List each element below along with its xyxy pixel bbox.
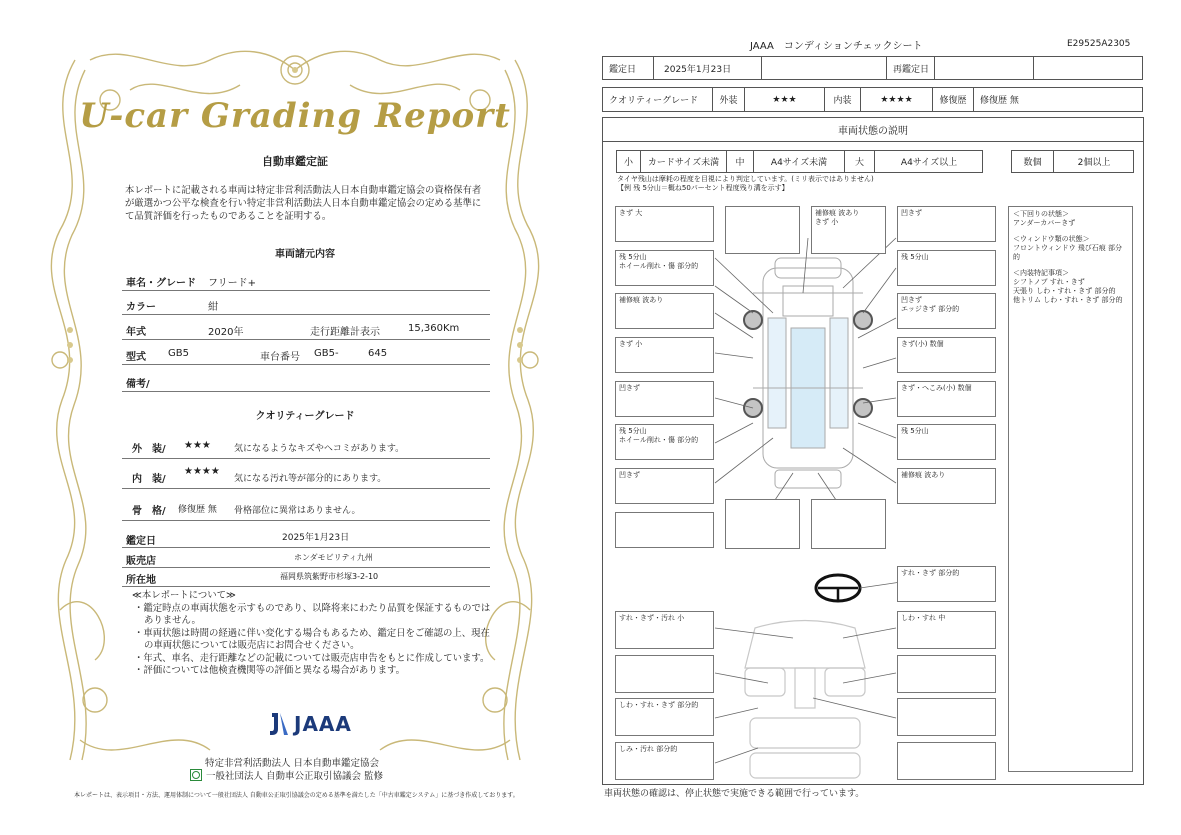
interior-damage-box: [897, 698, 996, 736]
intro-text: 本レポートに記載される車両は特定非営利活動法人日本自動車鑑定協会の資格保有者が厳選かつ公平な検査を行い特定非営利活動法人日本自動車鑑定協会の定める基準にて品質評価を行ったものであることを証明する。: [125, 185, 482, 222]
document-id: E29525A2305: [1067, 39, 1131, 49]
name-row: [122, 267, 490, 291]
window-title: ＜ウィンドウ類の状態＞: [1013, 235, 1090, 243]
interior-title: ＜内装特記事項＞: [1013, 269, 1069, 277]
damage-label: ホイール削れ・傷 部分的: [619, 436, 699, 444]
location-row: [122, 568, 490, 587]
jaaa-logo: [268, 711, 352, 737]
date-value: 2025年1月23日: [282, 533, 350, 543]
footer-small-text: 本レポートは、表示項目・方法、運用体制について一般社団法人 自動車公正取引協議会の定める基準を満たした「中古車鑑定システム」に基づき作成しております。: [74, 792, 519, 799]
exterior-label: 外 装/: [132, 444, 166, 455]
year-label: 年式: [126, 327, 146, 338]
damage-label: 凹きず: [901, 296, 922, 304]
damage-label: 凹きず: [619, 384, 640, 392]
note-item: ・評価については他検査機関等の評価と異なる場合があります。: [134, 665, 405, 676]
date-table: [602, 56, 1143, 80]
jaaa-wordmark: JAAA: [294, 712, 352, 736]
window-note: フロントウィンドウ 飛び石痕 部分的: [1013, 244, 1123, 261]
mileage-value: 15,360Km: [408, 323, 460, 334]
damage-label: 補修痕 波あり: [901, 471, 946, 479]
interior-damage-box: [897, 655, 996, 693]
note-item: ・年式、車名、走行距離などの記載については販売店申告をもとに作成しています。: [134, 652, 490, 664]
year-value: 2020年: [208, 327, 244, 338]
repair-label: 修復歴: [933, 88, 974, 111]
fair-trade-mark-icon: [190, 769, 202, 781]
damage-label: すれ・きず 部分的: [901, 569, 960, 577]
jaaa-emblem-icon: [268, 711, 290, 737]
note-item: ・車両状態は時間の経過に伴い変化する場合もあるため、鑑定日をご確認の上、現在の車両状態については販売店にお問合せください。: [134, 627, 490, 651]
dealer-value: ホンダモビリティ九州: [294, 553, 373, 562]
location-label: 所在地: [126, 575, 156, 586]
interior-note: 他トリム しわ・すれ・きず 部分的: [1013, 296, 1123, 304]
damage-label: しみ・汚れ 部分的: [619, 745, 678, 753]
exterior-row: [122, 431, 490, 459]
dealer-row: [122, 548, 490, 568]
damage-label: 補修痕 波あり: [815, 209, 860, 217]
name-label: 車名・グレード: [126, 278, 196, 289]
damage-label: しわ・すれ・きず 部分的: [619, 701, 699, 709]
damage-label: 残 5分山: [619, 253, 647, 261]
size-medium-desc: A4サイズ未満: [754, 151, 845, 172]
repair-value: 修復歴 無: [980, 96, 1019, 106]
damage-label: きず 小: [815, 218, 839, 226]
under-note: アンダーカバーきず: [1013, 219, 1076, 227]
quality-section-title: クオリティーグレード: [255, 411, 355, 422]
frame-value: 修復歴 無: [178, 505, 217, 515]
tire-note-example: 【例 残 5分山＝概ね50パーセント程度残り溝を示す】: [617, 184, 789, 192]
under-title: ＜下回りの状態＞: [1013, 210, 1069, 218]
exterior-stars: ★★★: [745, 88, 825, 111]
reappraisal-value: [935, 57, 1034, 79]
date-label: 鑑定日: [126, 536, 156, 547]
report-logo-title: U-car Grading Report: [79, 96, 511, 136]
size-small-desc: カードサイズ未満: [641, 151, 727, 172]
mileage-label: 走行距離計表示: [310, 327, 380, 338]
damage-label: エッジきず 部分的: [901, 305, 960, 313]
footer-org-1: 特定非営利活動法人 日本自動車鑑定協会: [205, 758, 380, 769]
size-large-desc: A4サイズ以上: [900, 158, 958, 168]
interior-damage-box: [615, 742, 714, 780]
damage-label: 残 5分山: [901, 427, 929, 435]
note-item: ・鑑定時点の車両状態を示すものであり、以降将来にわたり品質を保証するものではありません。: [134, 602, 491, 626]
quality-table: [602, 87, 1143, 112]
date-blank: [762, 57, 887, 79]
date-value: 2025年1月23日: [654, 57, 762, 79]
color-value: 紺: [208, 302, 218, 313]
size-large-label: 大: [845, 151, 875, 172]
interior-damage-box: [897, 742, 996, 780]
interior-note: シフトノブ すれ・きず: [1013, 278, 1085, 286]
certificate-title: 自動車鑑定証: [262, 155, 328, 168]
quality-label: クオリティーグレード: [603, 88, 713, 111]
size-medium-label: 中: [727, 151, 754, 172]
exterior-label: 外装: [713, 88, 745, 111]
damage-label: しわ・すれ 中: [901, 614, 946, 622]
condition-check-sheet: [590, 0, 1181, 835]
damage-label: 残 5分山: [619, 427, 647, 435]
condition-description-box: [602, 117, 1144, 785]
damage-label: きず 小: [619, 340, 643, 348]
date-row: [122, 527, 490, 548]
condition-title: 車両状態の説明: [603, 118, 1143, 142]
color-row: [122, 291, 490, 315]
frame-row: [122, 493, 490, 521]
interior-note: 天張り しわ・すれ・きず 部分的: [1013, 287, 1116, 295]
interior-damage-box: [615, 698, 714, 736]
damage-label: きず(小) 数個: [901, 340, 944, 348]
interior-row: [122, 461, 490, 489]
grading-report-page: [0, 0, 590, 835]
remarks-row: [122, 368, 490, 392]
remarks-label: 備考/: [126, 379, 150, 390]
frame-text: 骨格部位に異常はありません。: [234, 506, 361, 516]
exterior-stars: ★★★: [184, 440, 211, 451]
name-value: フリード+: [208, 278, 256, 289]
interior-label: 内装: [825, 88, 861, 111]
model-row: [122, 341, 490, 365]
chassis-label: 車台番号: [260, 352, 300, 363]
interior-damage-box: [615, 655, 714, 693]
model-label: 型式: [126, 352, 146, 363]
interior-damage-box: [615, 611, 714, 649]
chassis-prefix: GB5-: [314, 348, 339, 359]
tire-note-line: タイヤ残山は摩耗の程度を目視により判定しています。(ミリ表示ではありません): [617, 175, 874, 183]
model-value: GB5: [168, 348, 189, 359]
interior-damage-box: [897, 611, 996, 649]
location-value: 福岡県筑紫野市杉塚3-2-10: [280, 572, 379, 581]
damage-label: きず 大: [619, 209, 643, 217]
frame-label: 骨 格/: [132, 506, 166, 517]
exterior-text: 気になるようなキズやヘコミがあります。: [234, 444, 405, 454]
vehicle-section-title: 車両諸元内容: [275, 249, 335, 260]
damage-label: ホイール削れ・傷 部分的: [619, 262, 699, 270]
chassis-suffix: 645: [368, 348, 388, 359]
count-label: 数個: [1012, 151, 1054, 172]
date-label: 鑑定日: [603, 57, 654, 79]
damage-label: 凹きず: [619, 471, 640, 479]
damage-label: きず・へこみ(小) 数個: [901, 384, 972, 392]
reappraisal-label: 再鑑定日: [887, 57, 935, 79]
damage-label: すれ・きず・汚れ 小: [619, 614, 685, 622]
notes-title: ≪本レポートについて≫: [132, 590, 236, 601]
dealer-label: 販売店: [126, 556, 156, 567]
inspection-note: 車両状態の確認は、停止状態で実施できる範囲で行っています。: [604, 789, 865, 799]
damage-label: 残 5分山: [901, 253, 929, 261]
interior-text: 気になる汚れ等が部分的にあります。: [234, 474, 387, 484]
interior-stars: ★★★★: [184, 466, 220, 477]
interior-label: 内 装/: [132, 474, 166, 485]
damage-label: 補修痕 波あり: [619, 296, 664, 304]
sheet-title: JAAA コンディションチェックシート: [750, 41, 923, 52]
count-desc: 2個以上: [1077, 158, 1111, 168]
interior-stars: ★★★★: [861, 88, 933, 111]
damage-label: 凹きず: [901, 209, 922, 217]
color-label: カラー: [126, 302, 156, 313]
footer-org-2: 一般社団法人 自動車公正取引協議会 監修: [206, 771, 384, 782]
footer-org-2-row: [190, 768, 383, 782]
year-row: [122, 316, 490, 340]
size-small-label: 小: [617, 151, 641, 172]
report-notes: [122, 590, 492, 678]
